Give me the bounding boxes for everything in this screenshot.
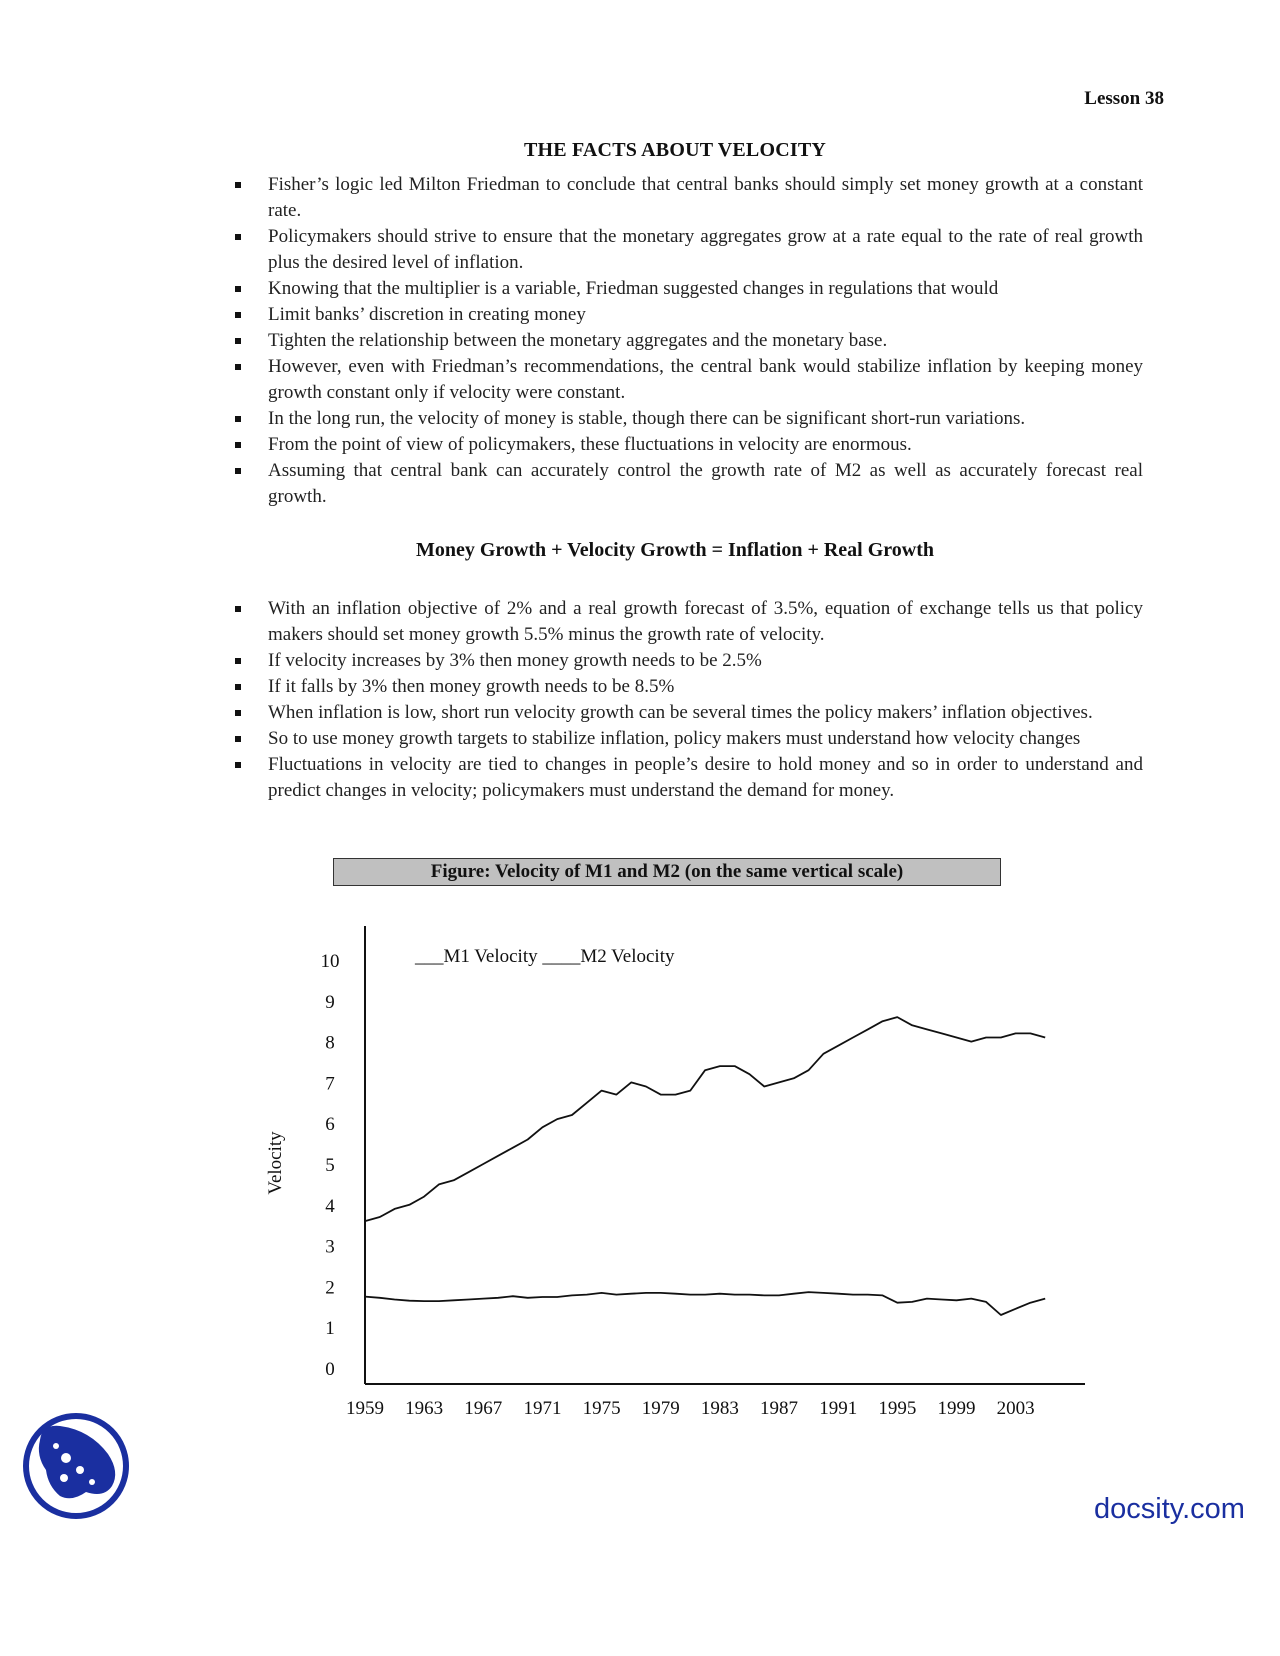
list-item: Policymakers should strive to ensure that the monetary aggregates grow at a rate equal to the rate of real growth plus the desired level of inflation.	[233, 224, 1143, 276]
y-tick-label: 7	[325, 1073, 335, 1095]
y-tick-label: 8	[325, 1032, 335, 1054]
list-item: Fisher’s logic led Milton Friedman to conclude that central banks should simply set money growth at a constant rate.	[233, 172, 1143, 224]
y-tick-label: 9	[325, 991, 335, 1013]
list-item: If velocity increases by 3% then money growth needs to be 2.5%	[233, 648, 1143, 674]
list-item: With an inflation objective of 2% and a real growth forecast of 3.5%, equation of exchange tells us that policy makers should set money growth 5.5% minus the growth rate of velocity.	[233, 596, 1143, 648]
lesson-number: Lesson 38	[1084, 88, 1164, 109]
x-tick-label: 1987	[760, 1398, 799, 1419]
x-tick-label: 1971	[523, 1398, 562, 1419]
x-tick-label: 1999	[937, 1398, 976, 1419]
list-item: So to use money growth targets to stabilize inflation, policy makers must understand how velocity changes	[233, 726, 1143, 752]
list-item: Fluctuations in velocity are tied to changes in people’s desire to hold money and so in order to understand and predict changes in velocity; policymakers must understand the demand for money.	[233, 752, 1143, 804]
x-tick-label: 1991	[819, 1398, 858, 1419]
list-item: However, even with Friedman’s recommendations, the central bank would stabilize inflation by keeping money growth constant only if velocity were constant.	[233, 354, 1143, 406]
bullet-list-top	[233, 172, 1143, 510]
page-title: THE FACTS ABOUT VELOCITY	[523, 139, 827, 161]
m2-velocity-line	[365, 1292, 1045, 1315]
list-item: Limit banks’ discretion in creating money	[233, 302, 1143, 328]
y-axis-label: Velocity	[265, 1131, 286, 1195]
y-tick-label: 3	[325, 1236, 335, 1258]
x-tick-label: 1983	[700, 1398, 739, 1419]
x-tick-label: 1967	[464, 1398, 503, 1419]
equation: Money Growth + Velocity Growth = Inflation + Real Growth	[415, 539, 935, 561]
x-tick-label: 1975	[582, 1398, 621, 1419]
velocity-chart	[0, 900, 1280, 1420]
m1-velocity-line	[365, 1017, 1045, 1221]
bullet-list-bottom	[233, 596, 1143, 804]
y-tick-label: 2	[325, 1277, 335, 1299]
y-tick-label: 1	[325, 1318, 335, 1340]
list-item: When inflation is low, short run velocity growth can be several times the policy makers’ inflation objectives.	[233, 700, 1143, 726]
y-tick-label: 10	[320, 951, 340, 972]
y-tick-label: 4	[325, 1195, 335, 1217]
x-tick-label: 1979	[641, 1398, 680, 1419]
x-tick-label: 1963	[405, 1398, 444, 1419]
x-tick-label: 1959	[346, 1398, 384, 1419]
figure-caption: Figure: Velocity of M1 and M2 (on the same vertical scale)	[333, 858, 1001, 886]
brand-watermark: docsity.com	[1094, 1493, 1245, 1525]
y-tick-label: 6	[325, 1114, 335, 1136]
list-item: Assuming that central bank can accurately control the growth rate of M2 as well as accurately forecast real growth.	[233, 458, 1143, 510]
docsity-logo	[20, 1410, 132, 1522]
list-item: Knowing that the multiplier is a variable, Friedman suggested changes in regulations that would	[233, 276, 1143, 302]
y-tick-label: 0	[325, 1359, 335, 1380]
x-tick-label: 2003	[996, 1398, 1035, 1419]
list-item: From the point of view of policymakers, these fluctuations in velocity are enormous.	[233, 432, 1143, 458]
y-tick-label: 5	[325, 1155, 335, 1176]
x-tick-label: 1995	[878, 1398, 917, 1419]
list-item: If it falls by 3% then money growth needs to be 8.5%	[233, 674, 1143, 700]
chart-legend: ___M1 Velocity ____M2 Velocity	[415, 946, 675, 967]
list-item: Tighten the relationship between the monetary aggregates and the monetary base.	[233, 328, 1143, 354]
list-item: In the long run, the velocity of money is stable, though there can be significant short-run variations.	[233, 406, 1143, 432]
